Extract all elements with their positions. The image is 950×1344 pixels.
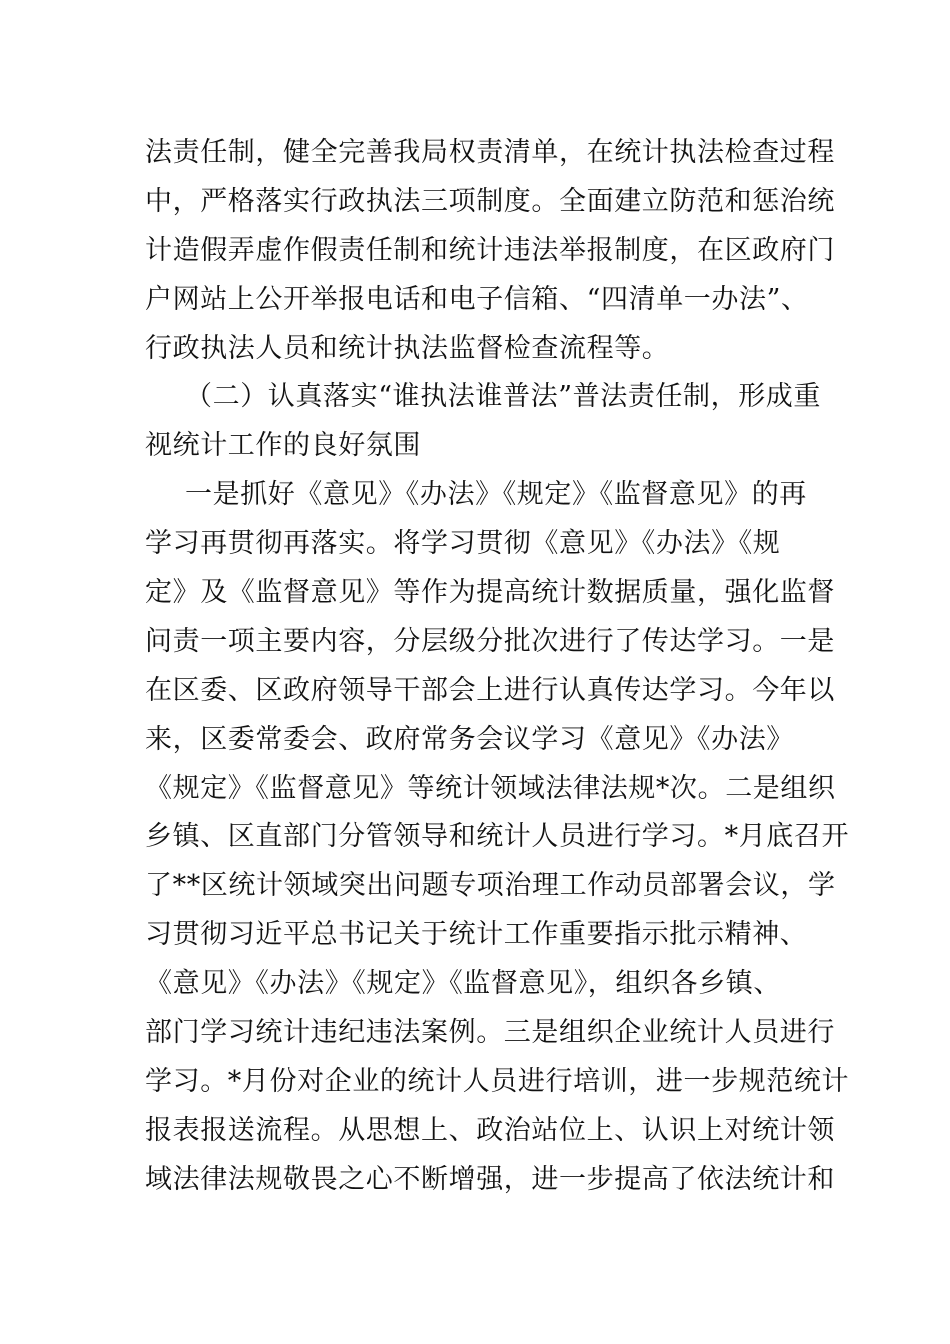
text-line: 学习再贯彻再落实。将学习贯彻《意见》《办法》《规: [145, 528, 781, 560]
text-line: 报表报送流程。从思想上、政治站位上、认识上对统计领: [145, 1114, 835, 1146]
text-line: 行政执法人员和统计执法监督检查流程等。: [145, 332, 670, 364]
text-line: 部门学习统计违纪违法案例。三是组织企业统计人员进行: [145, 1017, 835, 1049]
text-line: 计造假弄虚作假责任制和统计违法举报制度，在区政府门: [145, 234, 835, 266]
text-line: 学习。*月份对企业的统计人员进行培训，进一步规范统计: [145, 1065, 850, 1097]
text-line: 了**区统计领域突出问题专项治理工作动员部署会议，学: [145, 870, 836, 902]
text-line: 《规定》《监督意见》等统计领域法律法规*次。二是组织: [145, 772, 836, 804]
text-line: 视统计工作的良好氛围: [145, 430, 421, 462]
text-line: 来，区委常委会、政府常务会议学习《意见》《办法》: [145, 723, 794, 755]
text-line: 乡镇、区直部门分管领导和统计人员进行学习。*月底召开: [145, 821, 850, 853]
text-line: 在区委、区政府领导干部会上进行认真传达学习。今年以: [145, 674, 835, 706]
text-line: 《意见》《办法》《规定》《监督意见》，组织各乡镇、: [145, 968, 781, 1000]
text-line: 法责任制，健全完善我局权责清单，在统计执法检查过程: [145, 137, 835, 168]
document-body: [145, 129, 850, 1205]
text-line: 一是抓好《意见》《办法》《规定》《监督意见》的再: [185, 479, 807, 511]
text-line: 定》及《监督意见》等作为提高统计数据质量，强化监督: [145, 577, 835, 609]
text-line: （二）认真落实“谁执法谁普法”普法责任制，形成重: [185, 381, 822, 413]
text-line: 域法律法规敬畏之心不断增强，进一步提高了依法统计和: [145, 1163, 835, 1195]
text-line: 户网站上公开举报电话和电子信箱、“四清单一办法”、: [145, 283, 809, 315]
text-line: 习贯彻习近平总书记关于统计工作重要指示批示精神、: [145, 919, 808, 951]
text-line: 问责一项主要内容，分层级分批次进行了传达学习。一是: [145, 625, 835, 657]
text-line: 中，严格落实行政执法三项制度。全面建立防范和惩治统: [145, 185, 835, 217]
